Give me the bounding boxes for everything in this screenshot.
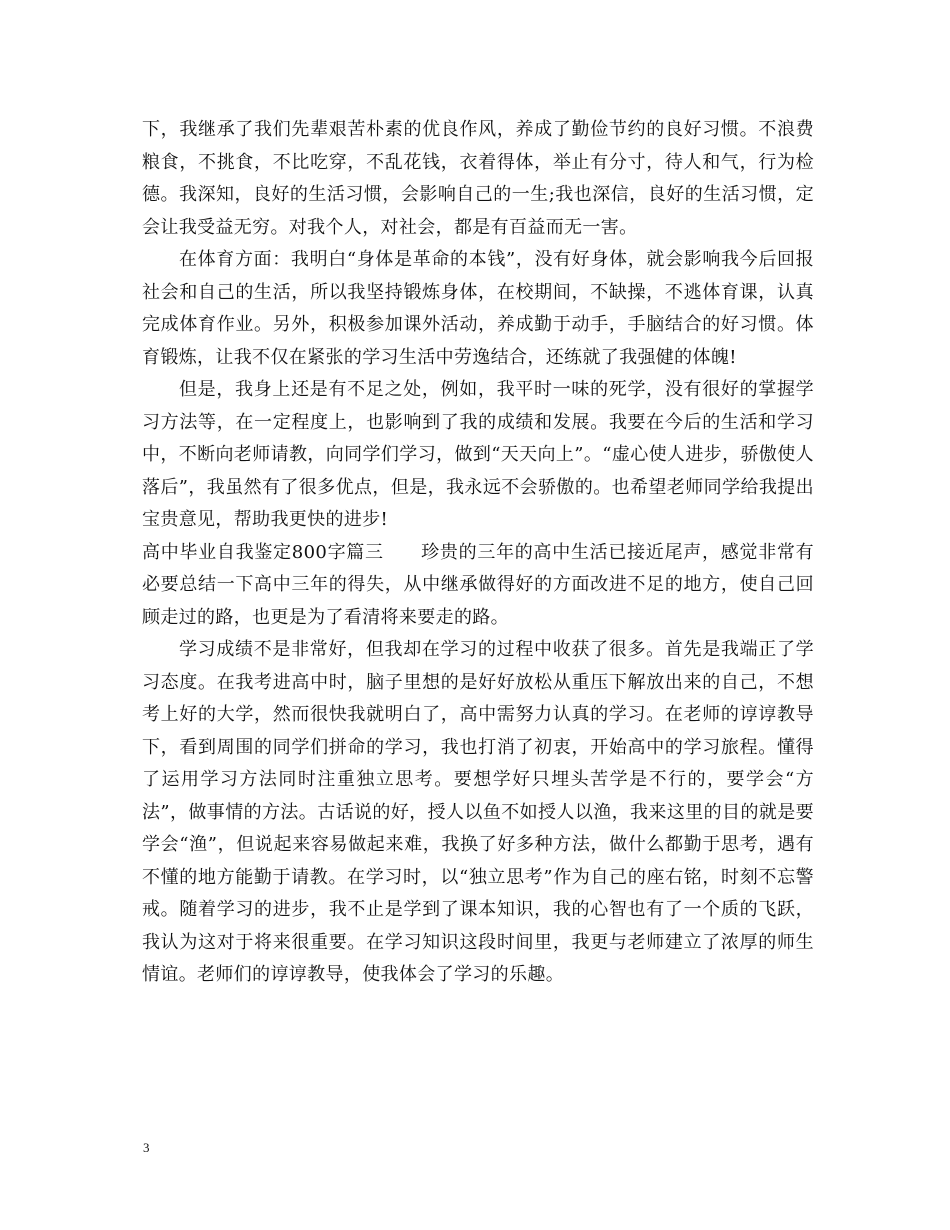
paragraph-study: 学习成绩不是非常好，但我却在学习的过程中收获了很多。首先是我端正了学习态度。在我考进高中时，脑子里想的是好好放松从重压下解放出来的自己，不想考上好的大学，然而很快我就明白了，高中需努力认真的学习。在老师的谆谆教导下，看到周围的同学们拼命的学习，我也打消了初衷，开始高中的学习旅程。懂得了运用学习方法同时注重独立思考。要想学好只埋头苦学是不行的，要学会“方法”，做事情的方法。古话说的好，授人以鱼不如授人以渔，我来这里的目的就是要学会“渔”，但说起来容易做起来难，我换了好多种方法，做什么都勤于思考，遇有不懂的地方能勤于请教。在学习时，以“独立思考”作为自己的座右铭，时刻不忘警戒。随着学习的进步，我不止是学到了课本知识，我的心智也有了一个质的飞跃，我认为这对于将来很重要。在学习知识这段时间里，我更与老师建立了浓厚的师生情谊。老师们的谆谆教导，使我体会了学习的乐趣。 — [142, 639, 814, 985]
paragraph-shortcomings: 但是，我身上还是有不足之处，例如，我平时一味的死学，没有很好的掌握学习方法等，在一定程度上，也影响到了我的成绩和发展。我要在今后的生活和学习中，不断向老师请教，向同学们学习，做到“天天向上”。“虚心使人进步，骄傲使人落后”，我虽然有了很多优点，但是，我永远不会骄傲的。也希望老师同学给我提出宝贵意见，帮助我更快的进步! — [142, 379, 814, 530]
page-number: 3 — [143, 1140, 150, 1155]
paragraph-sports: 在体育方面：我明白“身体是革命的本钱”，没有好身体，就会影响我今后回报社会和自己的生活，所以我坚持锻炼身体，在校期间，不缺操，不逃体育课，认真完成体育作业。另外，积极参加课外活动，养成勤于动手，手脑结合的好习惯。体育锻炼，让我不仅在紧张的学习生活中劳逸结合，还练就了我强健的体魄! — [142, 249, 814, 368]
paragraph-living-habits: 下，我继承了我们先辈艰苦朴素的优良作风，养成了勤俭节约的良好习惯。不浪费粮食，不挑食，不比吃穿，不乱花钱，衣着得体，举止有分寸，待人和气，行为检德。我深知，良好的生活习惯，会影响自己的一生;我也深信，良好的生活习惯，定会让我受益无穷。对我个人，对社会，都是有百益而无一害。 — [142, 119, 814, 238]
document-body — [142, 114, 814, 992]
paragraph-article-three-intro: 高中毕业自我鉴定800字篇三 珍贵的三年的高中生活已接近尾声，感觉非常有必要总结一下高中三年的得失，从中继承做得好的方面改进不足的地方，使自己回顾走过的路，也更是为了看清将来要走的路。 — [142, 541, 814, 628]
